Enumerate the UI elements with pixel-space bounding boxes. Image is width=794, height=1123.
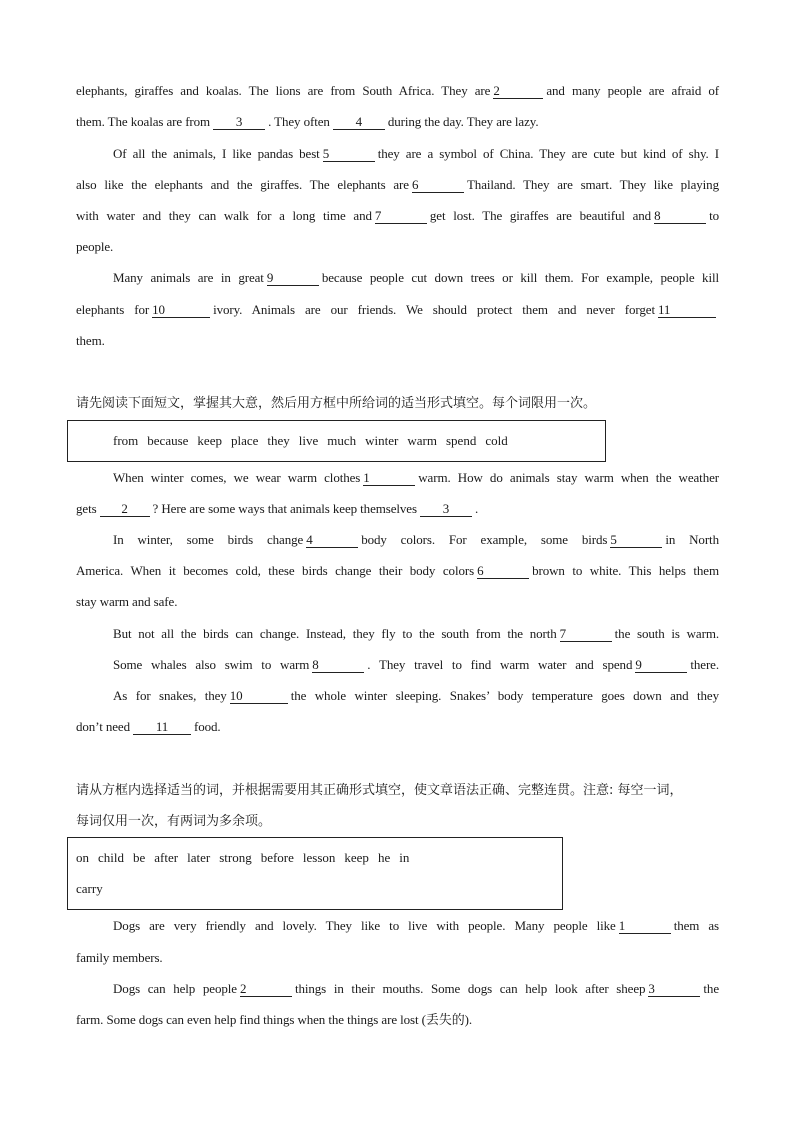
word-bank-item: because — [147, 433, 189, 448]
word-bank-item: warm — [407, 433, 437, 448]
text-segment: Of all the animals, I like pandas best — [113, 146, 320, 161]
text-segment: As for snakes, they — [113, 688, 227, 703]
text-segment: to — [709, 208, 720, 223]
text-segment: warm. How do animals stay warm when the weather — [418, 470, 719, 485]
text-segment: during the day. They are lazy. — [387, 114, 539, 129]
text-segment: In winter, some birds change — [113, 532, 304, 547]
text-line — [113, 144, 719, 164]
text-line — [76, 499, 719, 519]
word-bank-item: before — [260, 850, 294, 865]
text-line — [76, 331, 719, 351]
word-bank-item: in — [399, 850, 410, 865]
word-bank-section2 — [113, 431, 517, 451]
text-segment: family members. — [76, 950, 163, 965]
word-bank-item: they — [267, 433, 290, 448]
text-line — [76, 237, 719, 257]
word-bank-section3-row1 — [76, 848, 418, 868]
text-segment: and many people are afraid of — [546, 83, 719, 98]
word-bank-item: after — [154, 850, 179, 865]
text-segment: people. — [76, 239, 114, 254]
text-segment: America. When it becomes cold, these birds change their body colors — [76, 563, 475, 578]
text-segment: them. The koalas are from — [76, 114, 211, 129]
answer-blank[interactable]: 7 — [560, 626, 612, 642]
word-bank-item: from — [113, 433, 139, 448]
text-segment: elephants, giraffes and koalas. The lions are from South Africa. They are — [76, 83, 491, 98]
text-segment: there. — [690, 657, 719, 672]
text-line — [113, 530, 719, 550]
answer-blank[interactable]: 10 — [230, 688, 288, 704]
answer-blank[interactable]: 2 — [493, 83, 543, 99]
text-line — [76, 948, 719, 968]
word-bank-item: keep — [197, 433, 222, 448]
text-segment: don’t need — [76, 719, 130, 734]
text-line — [113, 624, 719, 644]
text-segment: Dogs can help people — [113, 981, 237, 996]
answer-blank[interactable]: 1 — [619, 918, 671, 934]
text-segment: brown to white. This helps them — [532, 563, 719, 578]
word-bank-item: later — [187, 850, 211, 865]
answer-blank[interactable]: 6 — [477, 563, 529, 579]
word-bank-item: cold — [485, 433, 508, 448]
text-segment: the whole winter sleeping. Snakes’ body temperature goes down and they — [290, 688, 720, 703]
text-segment: Dogs are very friendly and lovely. They like to live with people. Many people like — [113, 918, 616, 933]
word-bank-section3-row2 — [76, 879, 112, 899]
word-bank-item: carry — [76, 881, 103, 896]
answer-blank[interactable]: 8 — [312, 657, 364, 673]
answer-blank[interactable]: 10 — [152, 302, 210, 318]
word-bank-item: spend — [446, 433, 477, 448]
text-line — [76, 1010, 719, 1030]
instruction-section3-line1: 请从方框内选择适当的词，并根据需要用其正确形式填空，使文章语法正确、完整连贯。注意: 每空一词， — [76, 783, 683, 798]
text-line — [113, 268, 719, 288]
text-segment: ivory. Animals are our friends. We should protect them and never forget — [213, 302, 655, 317]
text-line — [76, 112, 719, 132]
word-bank-item: much — [327, 433, 357, 448]
text-segment: Some whales also swim to warm — [113, 657, 310, 672]
text-line — [113, 655, 719, 675]
text-segment: elephants for — [76, 302, 150, 317]
text-line — [113, 916, 719, 936]
text-segment: When winter comes, we wear warm clothes — [113, 470, 361, 485]
answer-blank[interactable]: 6 — [412, 177, 464, 193]
text-segment: them. — [76, 333, 105, 348]
text-line — [113, 686, 719, 706]
answer-blank[interactable]: 7 — [375, 208, 427, 224]
text-segment: the — [703, 981, 720, 996]
text-line — [113, 979, 719, 999]
word-bank-item: strong — [219, 850, 252, 865]
word-bank-item: be — [133, 850, 146, 865]
text-segment: . They often — [268, 114, 330, 129]
text-segment: Many animals are in great — [113, 270, 264, 285]
word-bank-item: child — [98, 850, 124, 865]
word-bank-item: keep — [344, 850, 369, 865]
answer-blank[interactable]: 9 — [267, 270, 319, 286]
answer-blank[interactable]: 9 — [635, 657, 687, 673]
text-segment: they are a symbol of China. They are cute but kind of shy. I — [377, 146, 720, 161]
answer-blank[interactable]: 3 — [213, 114, 265, 130]
answer-blank[interactable]: 3 — [420, 501, 472, 517]
answer-blank[interactable]: 11 — [133, 719, 191, 735]
text-segment: things in their mouths. Some dogs can help look after sheep — [294, 981, 646, 996]
text-segment: ? Here are some ways that animals keep themselves — [152, 501, 417, 516]
answer-blank[interactable]: 8 — [654, 208, 706, 224]
text-segment: food. — [194, 719, 221, 734]
text-segment: stay warm and safe. — [76, 594, 178, 609]
answer-blank[interactable]: 4 — [333, 114, 385, 130]
text-line — [113, 468, 719, 488]
text-segment: with water and they can walk for a long time and — [76, 208, 372, 223]
text-line — [76, 561, 719, 581]
text-line — [76, 717, 719, 737]
word-bank-item: on — [76, 850, 89, 865]
instruction-section3-line2: 每词仅用一次，有两词为多余项。 — [76, 814, 272, 829]
text-segment: But not all the birds can change. Instead, they fly to the south from the north — [113, 626, 557, 641]
word-bank-item: place — [230, 433, 259, 448]
answer-blank[interactable]: 5 — [610, 532, 662, 548]
answer-blank[interactable]: 4 — [306, 532, 358, 548]
answer-blank[interactable]: 2 — [240, 981, 292, 997]
text-segment: the south is warm. — [614, 626, 719, 641]
text-segment: farm. Some dogs can even help find things when the things are lost (丢失的). — [76, 1012, 472, 1027]
text-segment: get lost. The giraffes are beautiful and — [429, 208, 652, 223]
text-line — [76, 592, 719, 612]
instruction-section2: 请先阅读下面短文，掌握其大意，然后用方框中所给词的适当形式填空。每个词限用一次。 — [76, 396, 597, 411]
text-segment: also like the elephants and the giraffes. The elephants are — [76, 177, 409, 192]
text-line — [76, 206, 719, 226]
answer-blank[interactable]: 3 — [648, 981, 700, 997]
word-bank-item: lesson — [302, 850, 336, 865]
answer-blank[interactable]: 5 — [323, 146, 375, 162]
answer-blank[interactable]: 11 — [658, 302, 716, 318]
text-segment: because people cut down trees or kill them. For example, people kill — [321, 270, 719, 285]
word-bank-item: winter — [365, 433, 399, 448]
word-bank-item: live — [298, 433, 319, 448]
text-segment: . — [474, 501, 479, 516]
text-line — [76, 81, 719, 101]
word-bank-item: he — [377, 850, 391, 865]
text-segment: in North — [665, 532, 719, 547]
text-segment: them as — [673, 918, 719, 933]
text-segment: Thailand. They are smart. They like playing — [466, 177, 719, 192]
answer-blank[interactable]: 2 — [100, 501, 150, 517]
text-segment: body colors. For example, some birds — [361, 532, 608, 547]
text-segment: . They travel to find warm water and spend — [367, 657, 633, 672]
text-line — [76, 175, 719, 195]
text-line — [76, 300, 719, 320]
text-segment: gets — [76, 501, 97, 516]
answer-blank[interactable]: 1 — [363, 470, 415, 486]
